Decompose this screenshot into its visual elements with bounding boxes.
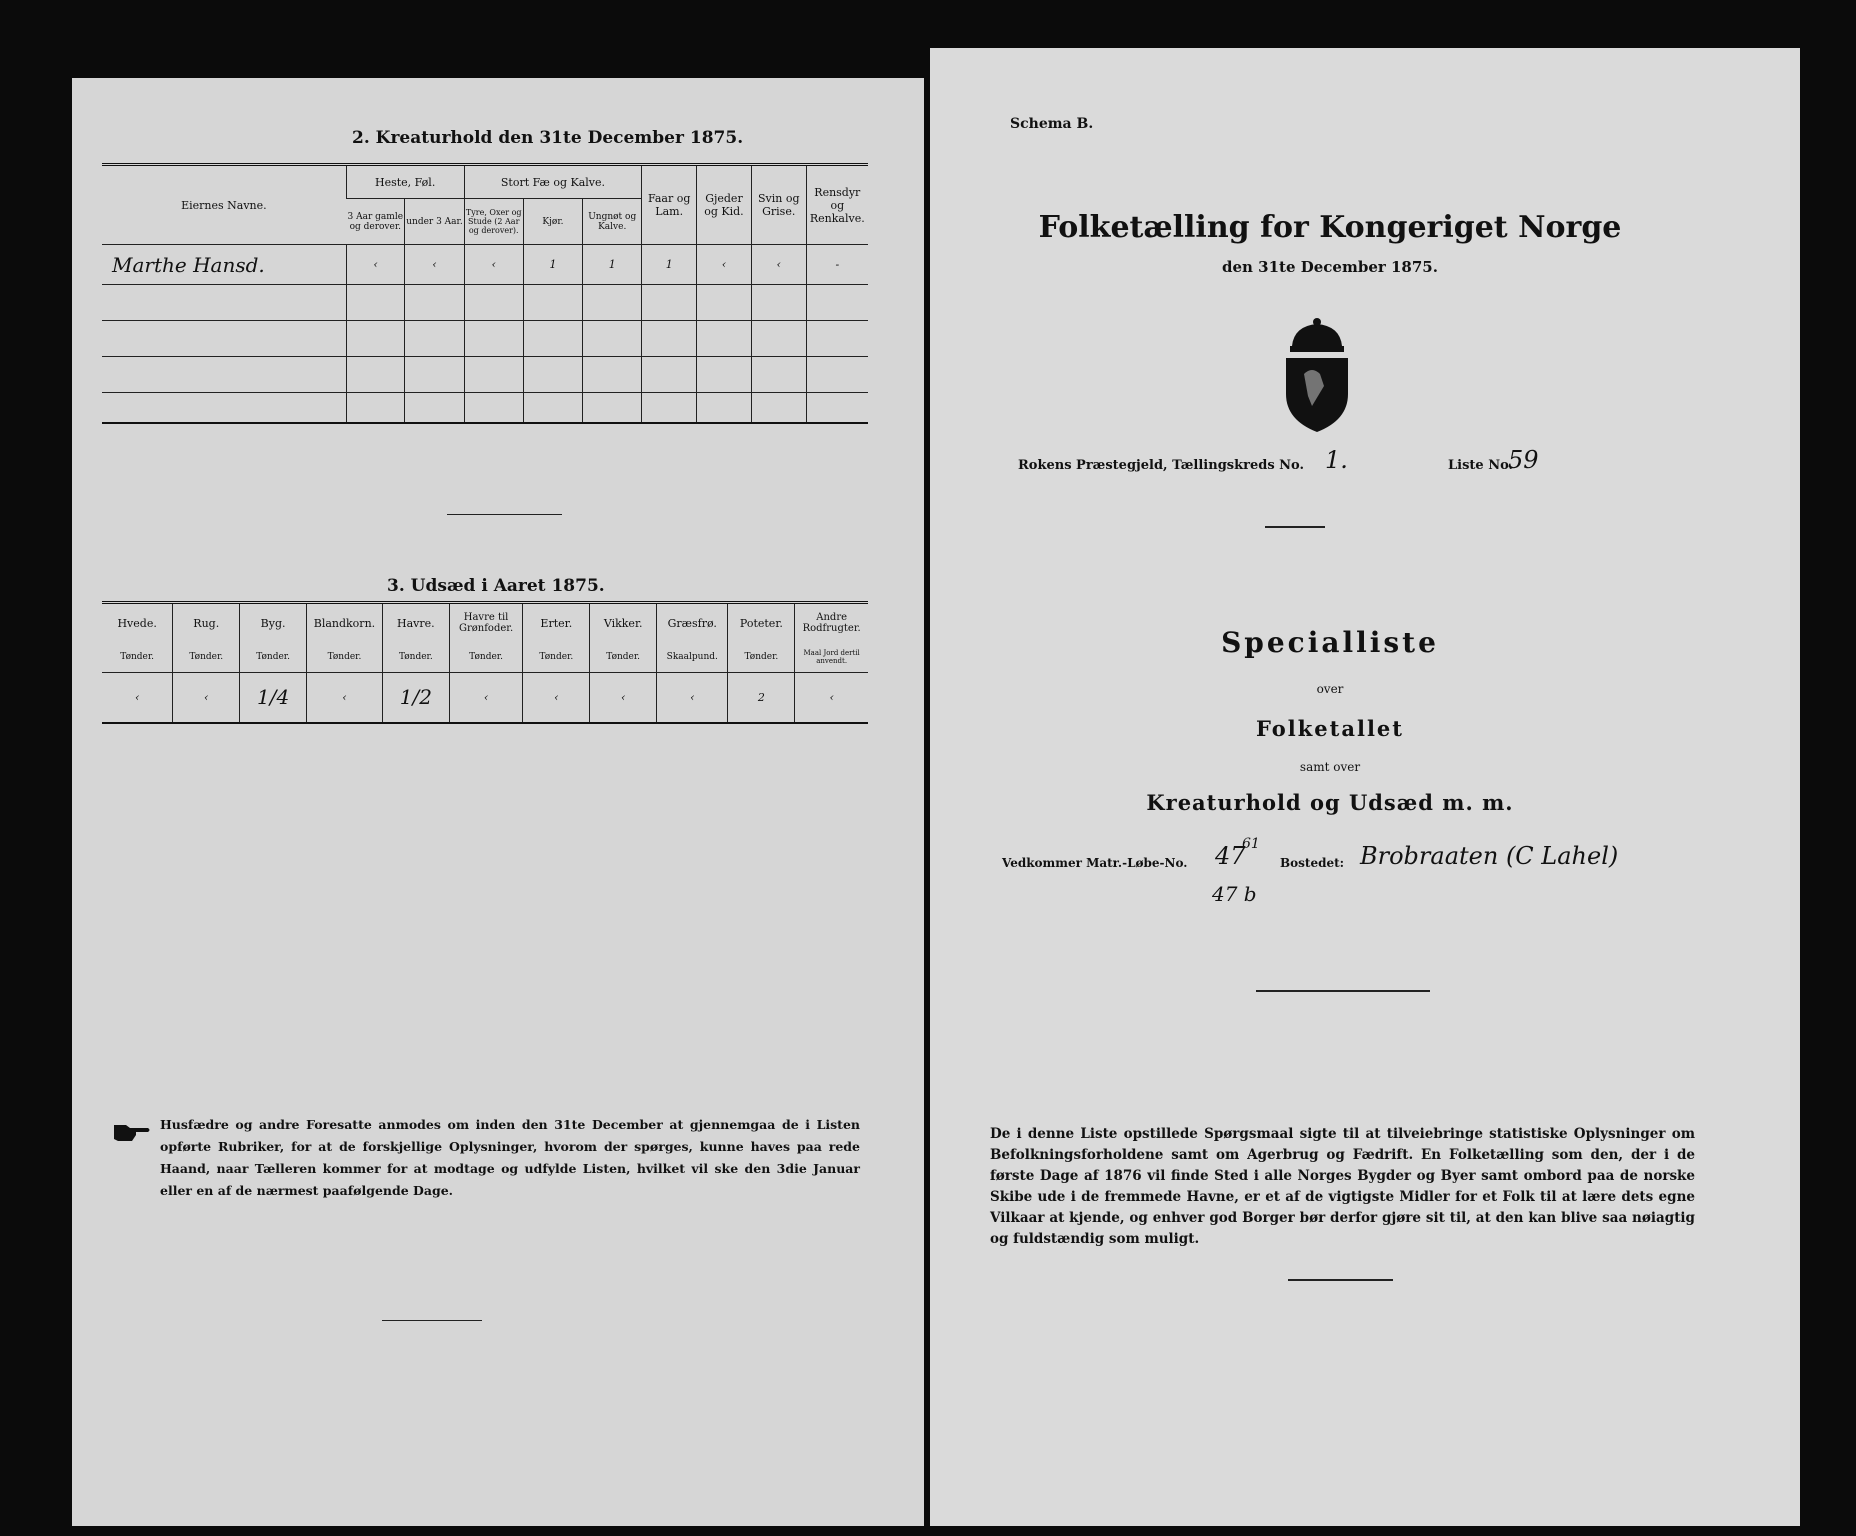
cell: ‹: [464, 245, 523, 285]
parish-label: Rokens Præstegjeld, Tællingskreds No.: [1018, 458, 1305, 473]
sheep-header: Faar og Lam.: [642, 165, 697, 245]
owner-name: Marthe Hansd.: [102, 245, 346, 285]
cell: ‹: [657, 673, 728, 723]
over-text: over: [1316, 682, 1344, 696]
unit: Tønder.: [102, 643, 173, 673]
unit: Tønder.: [382, 643, 449, 673]
cell: ‹: [173, 673, 240, 723]
coat-of-arms-icon: [1272, 316, 1362, 436]
bulls-header: Tyre, Oxer og Stude (2 Aar og derover).: [464, 199, 523, 245]
unit: Tønder.: [307, 643, 383, 673]
divider: [1265, 526, 1325, 528]
pointing-hand-icon: [112, 1121, 152, 1145]
seed-header: Havre til Grønfoder.: [449, 603, 523, 643]
cell: ‹: [523, 673, 590, 723]
right-page: [930, 48, 1800, 1526]
seed-header: Blandkorn.: [307, 603, 383, 643]
list-label: Liste No.: [1448, 458, 1514, 473]
matr-note: 47 b: [1212, 882, 1257, 906]
folketallet-heading: Folketallet: [1256, 716, 1404, 741]
notice-text: Husfædre og andre Foresatte anmodes om inden den 31te December at gjennemgaa de i Listen opførte Rubriker, for at de forskjellige Oplysninger, hvorom der spørges, kunne haves paa rede Haand, naar Tælleren kommer for at modtage og udfylde Listen, hvilket vil ske den 3die Januar eller en af de nærmest paafølgende Dage.: [160, 1117, 860, 1198]
unit: Tønder.: [449, 643, 523, 673]
cell: ‹: [795, 673, 868, 723]
cell: 1/2: [382, 673, 449, 723]
cell: 1: [583, 245, 642, 285]
info-paragraph: De i denne Liste opstillede Spørgsmaal sigte til at tilveiebringe statistiske Oplysninger om Befolkningsforholdene samt om Agerbrug og Fædrift. En Folketælling som den, der i de første Dage af 1876 vil finde Sted i alle Norges Bygder og Byer samt ombord paa de norske Skibe ude i de fremmede Havne, er et af de vigtigste Midler for et Folk til at lære dets egne Vilkaar at kjende, og enhver god Borger bør derfor gjøre sit til, at den kan blive saa nøiagtig og fuldstændig som muligt.: [990, 1126, 1695, 1247]
seed-header: Græsfrø.: [657, 603, 728, 643]
cell: ‹: [590, 673, 657, 723]
horses-young-header: under 3 Aar.: [405, 199, 464, 245]
cell: -: [806, 245, 868, 285]
cell: ‹: [751, 245, 806, 285]
schema-label: Schema B.: [1010, 116, 1094, 132]
seed-header: Erter.: [523, 603, 590, 643]
table-row: [102, 673, 868, 723]
unit: Tønder.: [590, 643, 657, 673]
seed-table: [102, 601, 868, 724]
bosted-label: Bostedet:: [1280, 856, 1345, 870]
section3-title: 3. Udsæd i Aaret 1875.: [387, 576, 605, 596]
horses-header: Heste, Føl.: [346, 165, 464, 199]
pigs-header: Svin og Grise.: [751, 165, 806, 245]
unit: Tønder.: [173, 643, 240, 673]
unit: Tønder.: [523, 643, 590, 673]
unit: Tønder.: [240, 643, 307, 673]
cell: 2: [728, 673, 795, 723]
seed-header: Rug.: [173, 603, 240, 643]
main-title: Folketælling for Kongeriget Norge: [1038, 210, 1622, 245]
divider: [382, 1320, 482, 1321]
bosted-value: Brobraaten (C Lahel): [1360, 842, 1619, 870]
matr-label: Vedkommer Matr.-Løbe-No.: [1002, 856, 1188, 870]
seed-header: Andre Rodfrugter.: [795, 603, 868, 643]
cell: ‹: [449, 673, 523, 723]
divider: [447, 514, 562, 515]
seed-header: Byg.: [240, 603, 307, 643]
section2-title: 2. Kreaturhold den 31te December 1875.: [352, 128, 744, 148]
kreaturhold-heading: Kreaturhold og Udsæd m. m.: [1146, 790, 1514, 815]
tally-number: 1.: [1325, 446, 1348, 474]
cell: 1: [642, 245, 697, 285]
unit: Skaalpund.: [657, 643, 728, 673]
list-number: 59: [1508, 446, 1539, 474]
table-row: [102, 357, 868, 393]
specialliste-heading: Specialliste: [1221, 626, 1439, 659]
samt-over-text: samt over: [1299, 760, 1361, 774]
left-page: [72, 78, 924, 1526]
table-row: [102, 245, 868, 285]
cell: 1: [523, 245, 582, 285]
cell: ‹: [102, 673, 173, 723]
cell: ‹: [405, 245, 464, 285]
cell: ‹: [346, 245, 405, 285]
divider: [1288, 1279, 1393, 1281]
horses-old-header: 3 Aar gamle og derover.: [346, 199, 405, 245]
table-row: [102, 285, 868, 321]
unit: Tønder.: [728, 643, 795, 673]
cows-header: Kjør.: [523, 199, 582, 245]
livestock-table: [102, 163, 868, 424]
cell: ‹: [307, 673, 383, 723]
calves-header: Ungnøt og Kalve.: [583, 199, 642, 245]
divider: [1256, 990, 1430, 992]
matr-superscript: 61: [1242, 836, 1260, 852]
seed-header: Havre.: [382, 603, 449, 643]
reindeer-header: Rensdyr og Renkalve.: [806, 165, 868, 245]
seed-header: Poteter.: [728, 603, 795, 643]
census-date: den 31te December 1875.: [1222, 258, 1438, 276]
seed-header: Vikker.: [590, 603, 657, 643]
cattle-header: Stort Fæ og Kalve.: [464, 165, 642, 199]
matr-number: 47: [1215, 842, 1246, 870]
cell: ‹: [697, 245, 752, 285]
table-row: [102, 393, 868, 423]
unit: Maal Jord dertil anvendt.: [795, 643, 868, 673]
seed-header: Hvede.: [102, 603, 173, 643]
owner-header: Eiernes Navne.: [102, 165, 346, 245]
table-row: [102, 321, 868, 357]
cell: 1/4: [240, 673, 307, 723]
goats-header: Gjeder og Kid.: [697, 165, 752, 245]
